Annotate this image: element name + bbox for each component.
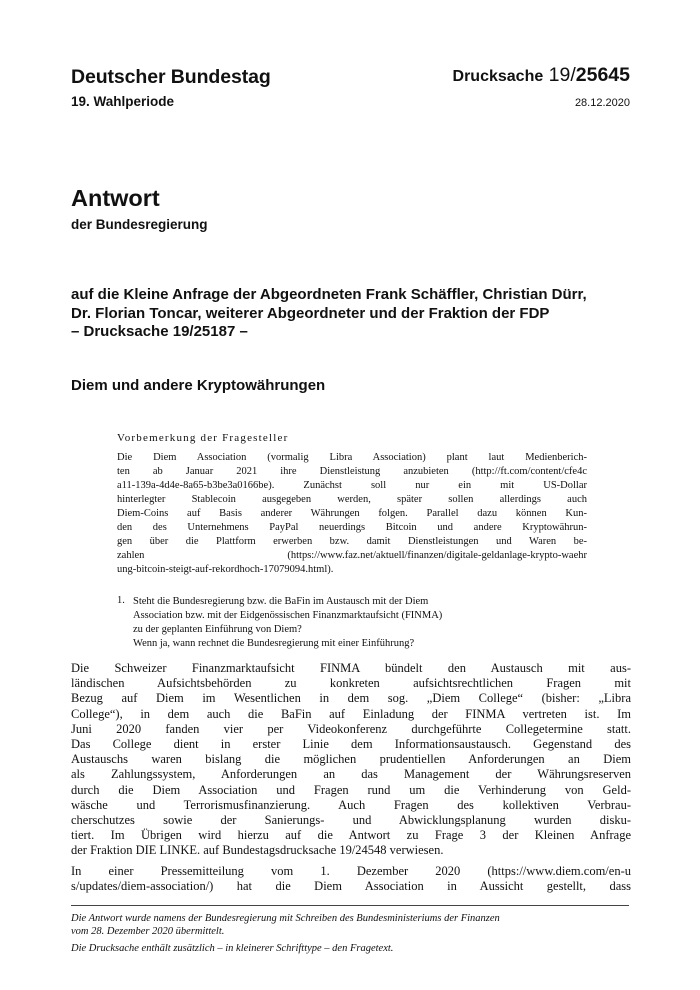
preliminary-line: gen über die Plattform erwerben bzw. damit Dienstleistungen und Waren be-	[117, 536, 587, 547]
inquiry-line: auf die Kleine Anfrage der Abgeordneten Frank Schäffler, Christian Dürr,	[71, 286, 587, 303]
question-number: 1.	[117, 595, 125, 606]
preliminary-line: zahlen (https://www.faz.net/aktuell/finanzen/digitale-geldanlage-krypto-waehr	[117, 550, 587, 561]
answer-line: s/updates/diem-association/) hat die Diem Association in Aussicht gestellt, dass	[71, 878, 631, 893]
answer-line: der Fraktion DIE LINKE. auf Bundestagsdrucksache 19/24548 verwiesen.	[71, 843, 444, 858]
answer-line: tiert. Im Übrigen wird hierzu auf die Antwort zu Frage 3 der Kleinen Anfrage	[71, 828, 631, 843]
preliminary-line: den des Unternehmens PayPal neuerdings Bitcoin und andere Kryptowährun-	[117, 522, 587, 533]
footnote	[71, 912, 631, 955]
question-line: Steht die Bundesregierung bzw. die BaFin im Austausch mit der Diem	[133, 596, 429, 607]
inquiry-line: – Drucksache 19/25187 –	[71, 323, 248, 340]
footnote-line: Die Antwort wurde namens der Bundesregierung mit Schreiben des Bundesministeriums der Finanzen	[71, 913, 500, 924]
footnote-divider	[71, 905, 629, 906]
document-number-value: 25645	[575, 64, 630, 86]
question-text	[133, 595, 473, 637]
answer-line: als Zahlungssystem, Anforderungen an das Management der Währungsreserven	[71, 767, 631, 782]
inquiry-line: Dr. Florian Toncar, weiterer Abgeordneter und der Fraktion der FDP	[71, 304, 550, 322]
answer-line: Bezug auf Diem im Wesentlichen in dem sog. „Diem College“ (bisher: „Libra	[71, 691, 631, 706]
question-line: zu der geplanten Einführung von Diem?	[133, 624, 302, 635]
subject-heading: Diem und andere Kryptowährungen	[71, 377, 326, 394]
inquiry-reference	[71, 286, 631, 342]
answer-line: ländischen Aufsichtsbehörden zu konkreten aufsichtsrechtlichen Fragen mit	[71, 676, 631, 691]
preliminary-line: a11-139a-4d4e-8a65-b3be3a0166be). Zunächst soll nur ein mit US-Dollar	[117, 480, 587, 491]
preliminary-line: ten ab Januar 2021 ihre Dienstleistung anzubieten (http://ft.com/content/cfe4c	[117, 466, 587, 477]
document-title: Antwort	[71, 185, 160, 211]
footnote-line: Die Drucksache enthält zusätzlich – in kleinerer Schrifttype – den Fragetext.	[71, 943, 394, 954]
preliminary-line: hinterlegter Stablecoin ausgegeben werden, später sollen allerdings auch	[117, 494, 587, 505]
answer-text	[71, 661, 631, 894]
document-number-prefix: 19/	[548, 64, 576, 86]
answer-line: In einer Pressemitteilung vom 1. Dezember 2020 (https://www.diem.com/en-u	[71, 863, 631, 878]
answer-line: College“), in dem auch die BaFin auf Einladung der FINMA vertreten ist. Im	[71, 706, 631, 721]
organization-name: Deutscher Bundestag	[71, 66, 271, 88]
preliminary-heading: Vorbemerkung der Fragesteller	[117, 432, 289, 444]
document-subtitle: der Bundesregierung	[71, 217, 208, 232]
document-date: 28.12.2020	[574, 97, 630, 109]
question-followup: Wenn ja, wann rechnet die Bundesregierung mit einer Einführung?	[133, 638, 415, 649]
footnote-line: vom 28. Dezember 2020 übermittelt.	[71, 926, 225, 937]
preliminary-line: Die Diem Association (vormalig Libra Association) plant laut Medienberich-	[117, 452, 587, 463]
answer-line: wäsche und Terrorismusfinanzierung. Auch Fragen des kollektiven Verbrau-	[71, 797, 631, 812]
document-label: Drucksache	[452, 68, 544, 85]
answer-line: Die Schweizer Finanzmarktaufsicht FINMA bündelt den Austausch mit aus-	[71, 661, 631, 675]
answer-line: Juni 2020 fanden vier per Videokonferenz durchgeführte Collegetermine statt.	[71, 721, 631, 736]
preliminary-text	[117, 451, 587, 577]
answer-line: durch die Diem Association und Fragen rund um die Verhinderung von Geld-	[71, 782, 631, 797]
electoral-period: 19. Wahlperiode	[71, 94, 175, 109]
answer-paragraph-2	[71, 864, 631, 894]
question-line: Association bzw. mit der Eidgenössischen Finanzmarktaufsicht (FINMA)	[133, 610, 443, 621]
preliminary-line: ung-bitcoin-steigt-auf-rekordhoch-17079094.html).	[117, 564, 334, 575]
answer-line: cherschutzes sowie der Sanierungs- und Abwicklungsplanung wurden disku-	[71, 813, 631, 828]
preliminary-line: Diem-Coins auf Basis anderer Währungen folgen. Parallel dazu können Kun-	[117, 508, 587, 519]
answer-line: Das College dient in erster Linie dem Informationsaustausch. Gegenstand des	[71, 737, 631, 752]
document-number	[453, 64, 630, 87]
answer-line: Austauschs waren bislang die möglichen prudentiellen Anforderungen an Diem	[71, 752, 631, 767]
